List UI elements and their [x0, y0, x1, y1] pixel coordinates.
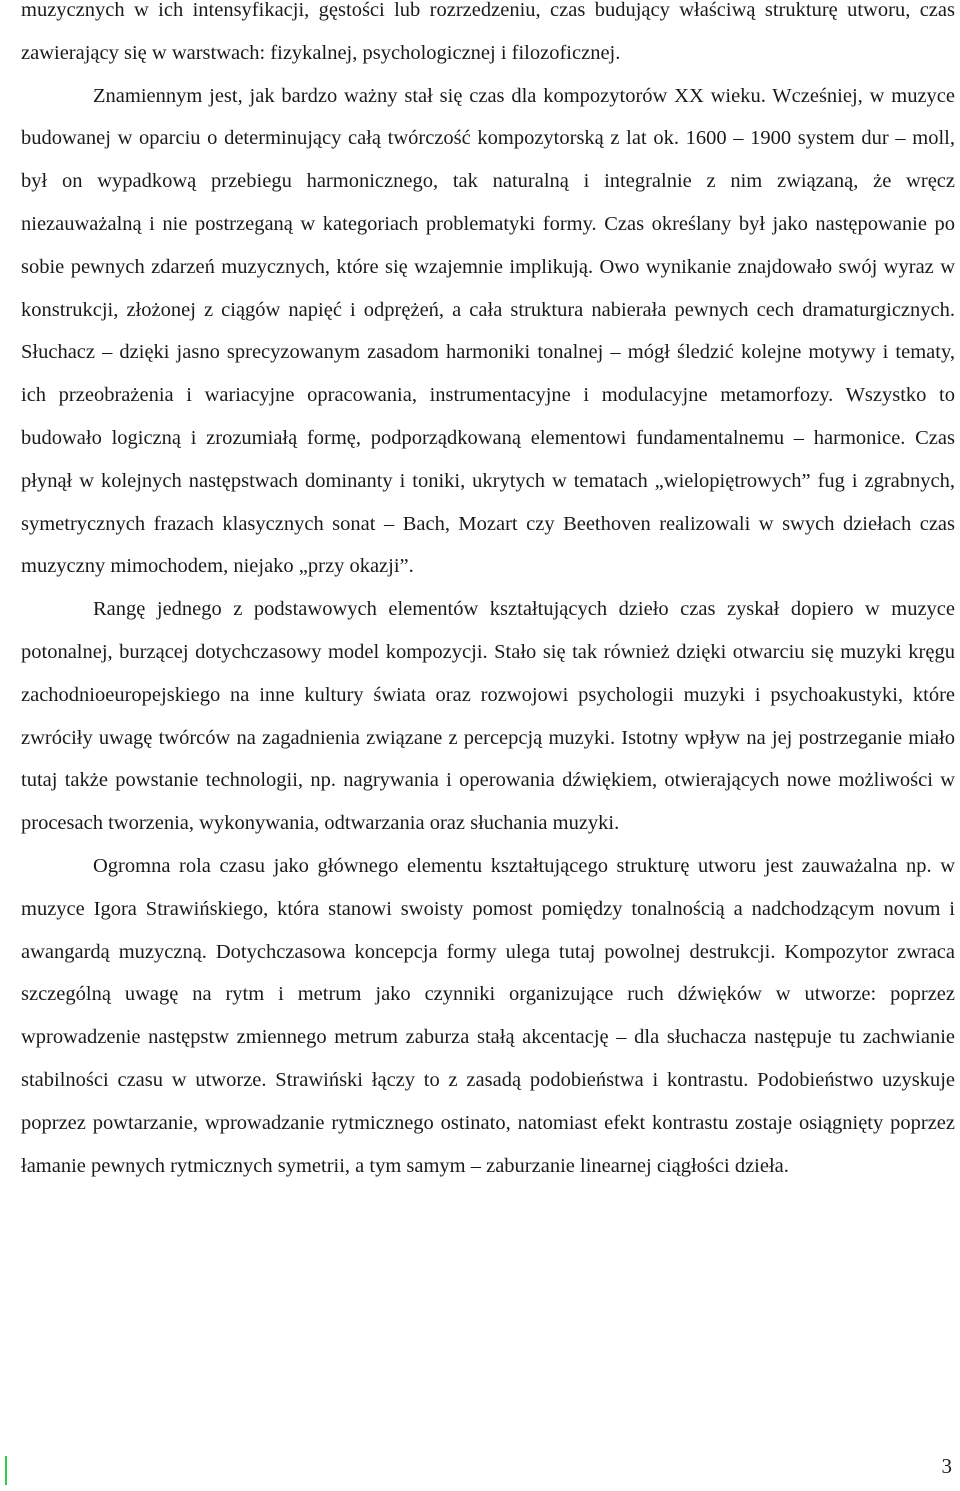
page-number: 3: [941, 1454, 952, 1478]
paragraph-xx-century-time: Znamiennym jest, jak bardzo ważny stał się czas dla kompozytorów XX wieku. Wcześniej, w muzyce budowanej w oparciu o determinujący całą twórczość kompozytorską z lat ok. 1600 – 1900 system dur – moll, był on wypadkową przebiegu harmonicznego, tak naturalną i integralnie z nim związaną, że wręcz niezauważalną i nie postrzeganą w kategoriach problematyki formy. Czas określany był jako następowanie po sobie pewnych zdarzeń muzycznych, które się wzajemnie implikują. Owo wynikanie znajdowało swój wyraz w konstrukcji, złożonej z ciągów napięć i odprężeń, a cała struktura nabierała pewnych cech dramaturgicznych. Słuchacz – dzięki jasno sprecyzowanym zasadom harmoniki tonalnej – mógł śledzić kolejne motywy i tematy, ich przeobrażenia i wariacyjne opracowania, instrumentacyjne i modulacyjne metamorfozy. Wszystko to budowało logiczną i zrozumiałą formę, podporządkowaną elementowi fundamentalnemu – harmonice. Czas płynął w kolejnych następstwach dominanty i toniki, ukrytych w tematach „wielopiętrowych” fug i zgrabnych, symetrycznych frazach klasycznych sonat – Bach, Mozart czy Beethoven realizowali w swych dziełach czas muzyczny mimochodem, niejako „przy okazji”.: [21, 84, 955, 578]
paragraph-continuation: muzycznych w ich intensyfikacji, gęstości lub rozrzedzeniu, czas budujący właściwą strukturę utworu, czas zawierający się w warstwach: fizykalnej, psychologicznej i filozoficznej.: [21, 0, 955, 64]
document-page: [21, 0, 955, 1187]
paragraph-post-tonal-music: Rangę jednego z podstawowych elementów kształtujących dzieło czas zyskał dopiero w muzyce potonalnej, burzącej dotychczasowy model kompozycji. Stało się tak również dzięki otwarciu się muzyki kręgu zachodnioeuropejskiego na inne kultury świata oraz rozwojowi psychologii muzyki i psychoakustyki, które zwróciły uwagę twórców na zagadnienia związane z percepcją muzyki. Istotny wpływ na jej postrzeganie miało tutaj także powstanie technologii, np. nagrywania i operowania dźwiękiem, otwierających nowe możliwości w procesach tworzenia, wykonywania, odtwarzania oraz słuchania muzyki.: [21, 598, 955, 835]
margin-marker: [5, 1456, 7, 1485]
paragraph-stravinsky: Ogromna rola czasu jako głównego elementu kształtującego strukturę utworu jest zauważalna np. w muzyce Igora Strawińskiego, która stanowi swoisty pomost pomiędzy tonalnością a nadchodzącym novum i awangardą muzyczną. Dotychczasowa koncepcja formy ulega tutaj powolnej destrukcji. Kompozytor zwraca szczególną uwagę na rytm i metrum jako czynniki organizujące ruch dźwięków w utworze: poprzez wprowadzenie następstw zmiennego metrum zaburza stałą akcentację – dla słuchacza następuje tu zachwianie stabilności czasu w utworze. Strawiński łączy to z zasadą podobieństwa i kontrastu. Podobieństwo uzyskuje poprzez powtarzanie, wprowadzanie rytmicznego ostinato, natomiast efekt kontrastu zostaje osiągnięty poprzez łamanie pewnych rytmicznych symetrii, a tym samym – zaburzanie linearnej ciągłości dzieła.: [21, 854, 955, 1177]
